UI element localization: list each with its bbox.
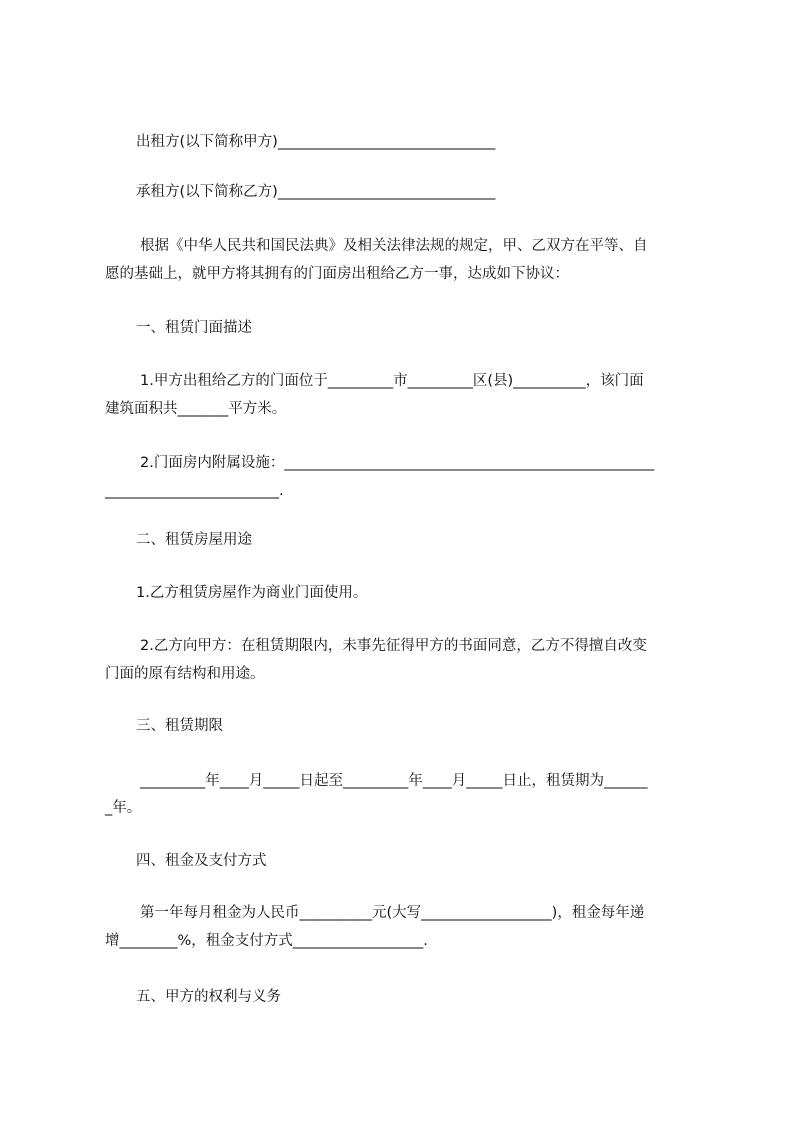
clause-1-2-line-2: ________________________. — [105, 483, 284, 499]
clause-4-line-1: 第一年每月租金为人民币__________元(大写__________________)，租金每年递 — [140, 905, 645, 921]
section-heading-3: 三、租赁期限 — [136, 718, 223, 734]
clause-1-1-line-1: 1.甲方出租给乙方的门面位于_________市_________区(县)__________，该门面 — [140, 373, 644, 389]
clause-4-line-2: 增________%，租金支付方式__________________. — [105, 933, 428, 949]
section-heading-4: 四、租金及支付方式 — [136, 853, 267, 869]
clause-1-2-line-1: 2.门面房内附属设施：___________________________________________________ — [140, 455, 655, 471]
preamble-line-2: 愿的基础上，就甲方将其拥有的门面房出租给乙方一事，达成如下协议： — [105, 266, 569, 282]
clause-1-1-line-2: 建筑面积共_______平方米。 — [105, 401, 287, 417]
clause-3-line-2: _年。 — [105, 800, 142, 816]
section-heading-5: 五、甲方的权利与义务 — [136, 989, 281, 1005]
preamble-line-1: 根据《中华人民共和国民法典》及相关法律法规的规定，甲、乙双方在平等、自 — [140, 238, 648, 254]
section-heading-2: 二、租赁房屋用途 — [136, 532, 252, 548]
lessee-line: 承租方(以下简称乙方)______________________________ — [136, 184, 496, 200]
clause-3-line-1: _________年____月_____日起至_________年____月_____日止，租赁期为______ — [140, 773, 648, 789]
clause-2-2-line-1: 2.乙方向甲方：在租赁期限内，未事先征得甲方的书面同意，乙方不得擅自改变 — [140, 638, 647, 654]
clause-2-2-line-2: 门面的原有结构和用途。 — [105, 666, 265, 682]
clause-2-1-line-1: 1.乙方租赁房屋作为商业门面使用。 — [136, 585, 368, 601]
section-heading-1: 一、租赁门面描述 — [136, 320, 252, 336]
lessor-line: 出租方(以下简称甲方)______________________________ — [136, 134, 496, 150]
